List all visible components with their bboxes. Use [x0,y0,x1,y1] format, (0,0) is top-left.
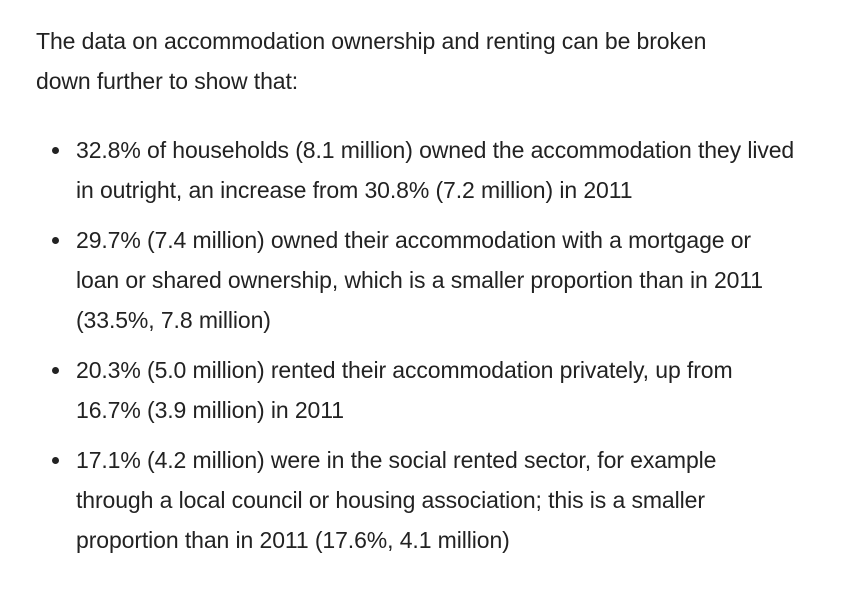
bullet-list [36,130,826,560]
intro-paragraph: The data on accommodation ownership and renting can be broken down further to show that: [36,28,707,94]
bullet-item-private-renting: 20.3% (5.0 million) rented their accommodation privately, up from 16.7% (3.9 million) in 2011 [36,350,796,430]
article-content [36,21,826,570]
bullet-item-mortgage-ownership: 29.7% (7.4 million) owned their accommodation with a mortgage or loan or shared ownership, which is a smaller proportion than in 2011 (33.5%, 7.8 million) [36,220,796,340]
bullet-item-social-renting: 17.1% (4.2 million) were in the social rented sector, for example through a local council or housing association; this is a smaller proportion than in 2011 (17.6%, 4.1 million) [36,440,796,560]
bullet-item-outright-ownership: 32.8% of households (8.1 million) owned the accommodation they lived in outright, an increase from 30.8% (7.2 million) in 2011 [36,130,796,210]
